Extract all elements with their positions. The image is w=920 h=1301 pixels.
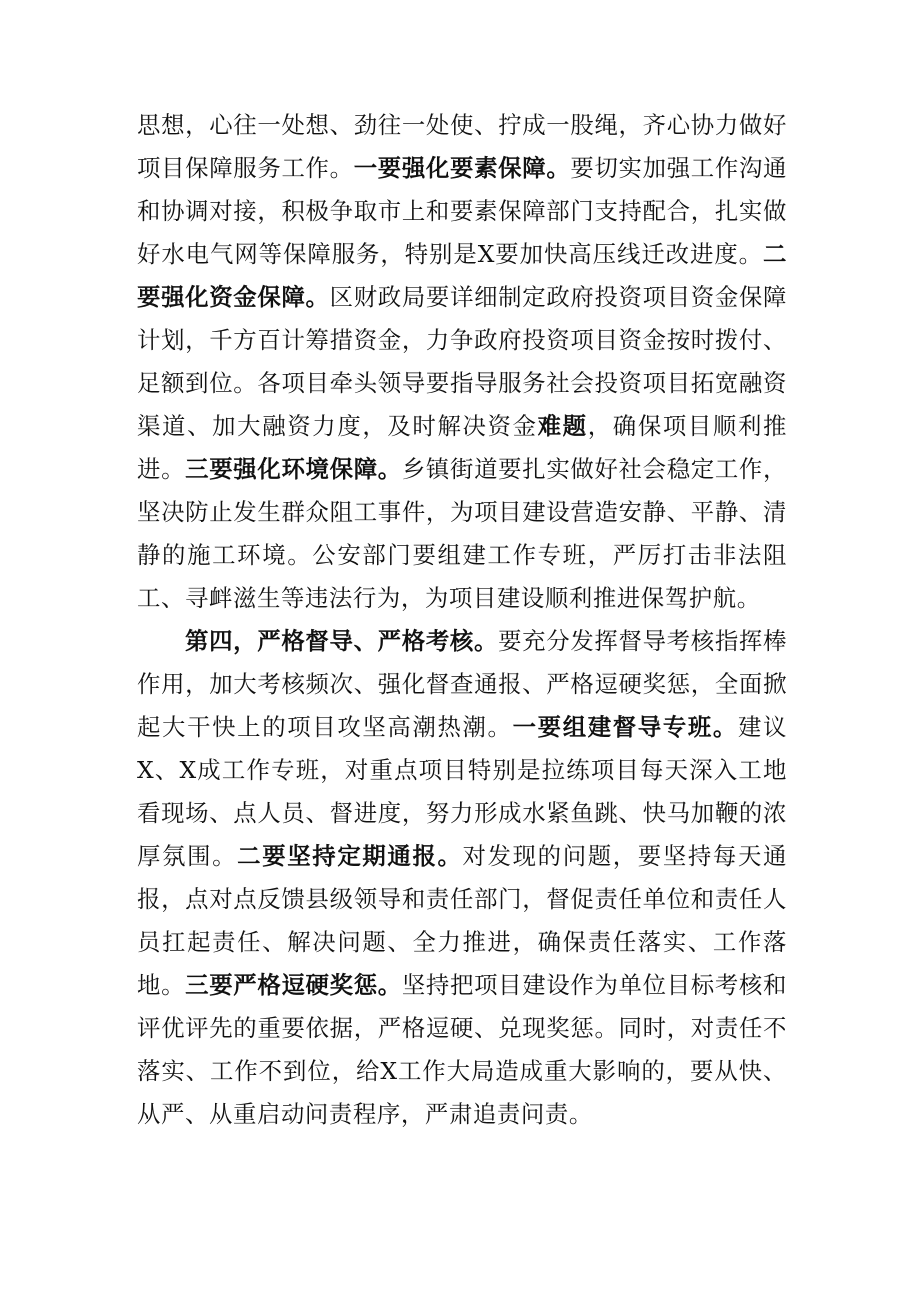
bold-heading-supervision-team: 一要组建督导专班。 xyxy=(512,713,738,741)
paragraph-text: 坚持把项目建设作为单位目标考核和评优评先的重要依据，严格逗硬、兑现奖惩。同时，对责任不落实、工作不到位，给X工作大局造成重大影响的，要从快、从严、从重启动问责程序，严肃追责问责。 xyxy=(137,971,787,1128)
paragraph-text: 对发现的问题，要坚持每天通报，点对点反馈县级领导和责任部门，督促责任单位和责任人员扛起责任、解决问题、全力推进，确保责任落实、工作落地。 xyxy=(137,842,787,999)
paragraph-text: 乡镇街道要扎实做好社会稳定工作，坚决防止发生群众阻工事件，为项目建设营造安静、平静、清静的施工环境。公安部门要组建工作专班，严厉打击非法阻工、寻衅滋生等违法行为，为项目建设顺利推进保驾护航。 xyxy=(137,455,787,612)
paragraph-text: 区财政局要详细制定政府投资项目资金保障计划，千方百计筹措资金，力争政府投资项目资金按时拨付、足额到位。各项目牵头领导要指导服务社会投资项目拓宽融资渠道、加大融资力度，及时解决资金 xyxy=(137,283,787,440)
paragraph-text: 思想，心往一处想、劲往一处使、拧成一股绳，齐心协力做好项目保障服务工作。 xyxy=(137,111,787,182)
bold-keyword: 难题 xyxy=(537,412,588,440)
paragraph-third-section-continuation xyxy=(137,104,787,620)
document-page xyxy=(137,104,787,1136)
bold-section-heading-fourth: 第四，严格督导、严格考核。 xyxy=(185,627,499,655)
paragraph-text: 建议X、X成工作专班，对重点项目特别是拉练项目每天深入工地看现场、点人员、督进度，努力形成水紧鱼跳、快马加鞭的浓厚氛围。 xyxy=(137,713,787,870)
paragraph-text: 要充分发挥督导考核指挥棒作用，加大考核频次、强化督查通报、严格逗硬奖惩，全面掀起大干快上的项目攻坚高潮热潮。 xyxy=(137,627,787,741)
bold-heading-factor-guarantee: 一要强化要素保障。 xyxy=(353,154,571,182)
bold-heading-regular-report: 二要坚持定期通报。 xyxy=(237,842,463,870)
paragraph-fourth-section xyxy=(137,620,787,1136)
bold-heading-fund-guarantee: 二要强化资金保障。 xyxy=(137,240,787,311)
paragraph-text: 要切实加强工作沟通和协调对接，积极争取市上和要素保障部门支持配合，扎实做好水电气网等保障服务，特别是X要加快高压线迁改进度。 xyxy=(137,154,788,268)
bold-heading-environment-guarantee: 三要强化环境保障。 xyxy=(185,455,402,483)
bold-heading-rewards-penalties: 三要严格逗硬奖惩。 xyxy=(185,971,402,999)
paragraph-text: ，确保项目顺利推进。 xyxy=(137,412,788,483)
